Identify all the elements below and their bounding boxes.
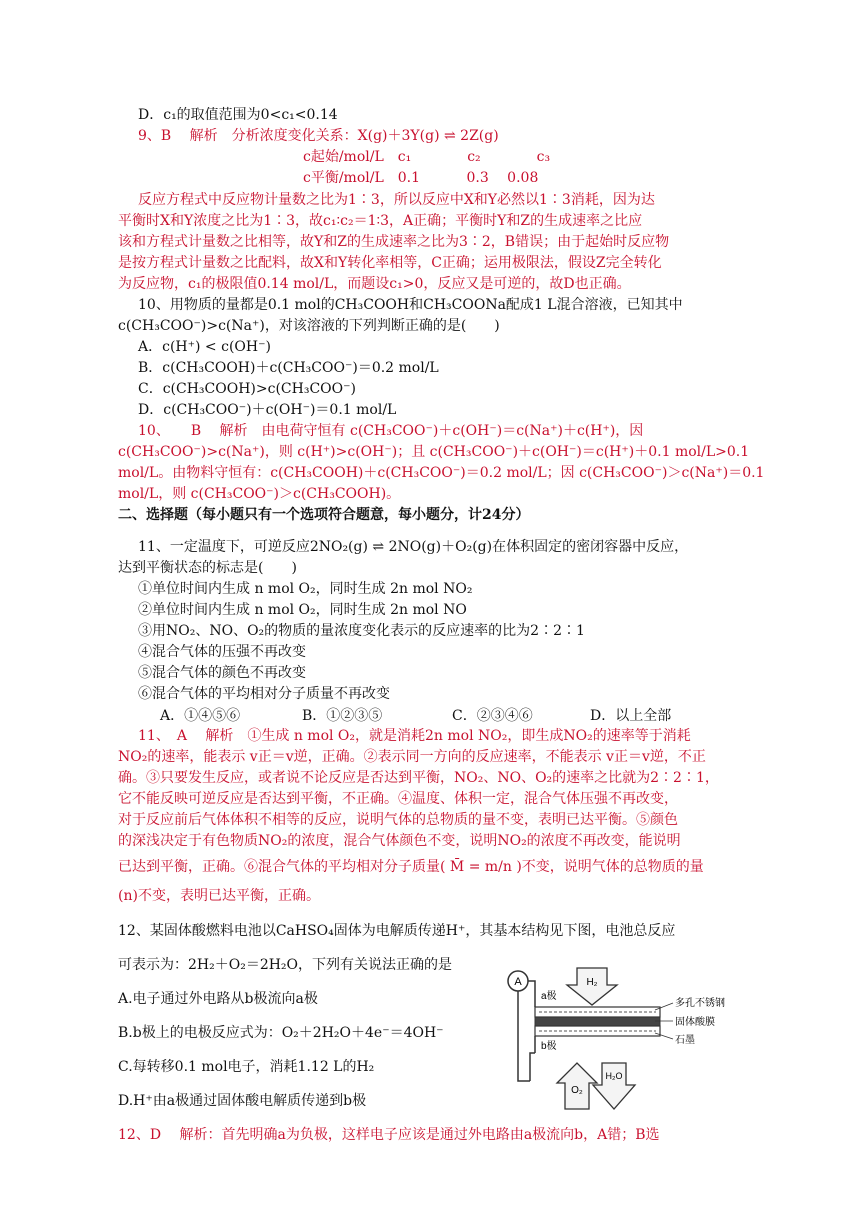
text-line: 平衡时X和Y浓度之比为1∶3，故c₁∶c₂＝1∶3，A正确；平衡时Y和Z的生成速率之比应 — [118, 213, 643, 229]
text-line: D.H⁺由a极通过固体酸电解质传递到b极 — [118, 1093, 367, 1109]
label-porous-steel: 多孔不锈钢 — [675, 998, 725, 1009]
q11-option-c: C．②③④⑥ — [452, 708, 533, 724]
text-line: A．c(H⁺) < c(OH⁻) — [138, 339, 271, 355]
text-line: 是按方程式计量数之比配料，故X和Y转化率相等，C正确；运用极限法，假设Z完全转化 — [118, 255, 662, 271]
text-line: c(CH₃COO⁻)>c(Na⁺)，对该溶液的下列判断正确的是( ) — [118, 318, 500, 334]
text-line: 10、 B 解析 由电荷守恒有 c(CH₃COO⁻)＋c(OH⁻)＝c(Na⁺)＋c(H⁺)，因 — [138, 423, 644, 439]
text-line: ③用NO₂、NO、O₂的物质的量浓度变化表示的反应速率的比为2∶2∶1 — [138, 623, 585, 639]
q11-option-a: A．①④⑤⑥ — [160, 708, 241, 724]
external-wire — [518, 991, 530, 1081]
text-line: mol/L。由物料守恒有：c(CH₃COOH)＋c(CH₃COO⁻)＝0.2 mol/L；因 c(CH₃COO⁻)＞c(Na⁺)＝0.1 — [118, 465, 765, 481]
h2o-label: H₂O — [605, 1071, 623, 1081]
text-line: 已达到平衡，正确。⑥混合气体的平均相对分子质量( M̄ = m/n )不变，说明气体的总物质的量 — [118, 859, 704, 875]
text-line: D．c(CH₃COO⁻)＋c(OH⁻)＝0.1 mol/L — [138, 402, 397, 418]
text-line: 反应方程式中反应物计量数之比为1∶3，所以反应中X和Y必然以1∶3消耗，因为达 — [138, 192, 655, 208]
text-line: 10、用物质的量都是0.1 mol的CH₃COOH和CH₃COONa配成1 L混合溶液，已知其中 — [138, 297, 683, 313]
text-line: mol/L，则 c(CH₃COO⁻)＞c(CH₃COOH)。 — [118, 486, 401, 502]
text-line: 它不能反映可逆反应是否达到平衡，不正确。④温度、体积一定，混合气体压强不再改变， — [118, 791, 678, 807]
text-line: c平衡/mol/L 0.1 0.3 0.08 — [303, 170, 539, 186]
text-line: 为反应物，c₁的极限值0.14 mol/L，而题设c₁>0，反应又是可逆的，故D也正确。 — [118, 276, 631, 292]
text-line: ④混合气体的压强不再改变 — [138, 644, 306, 660]
text-line: NO₂的速率，能表示 v正＝v逆，正确。②表示同一方向的反应速率，不能表示 v正＝v逆，不正 — [118, 749, 706, 765]
text-line: ⑤混合气体的颜色不再改变 — [138, 665, 306, 681]
text-line: 9、B 解析 分析浓度变化关系：X(g)＋3Y(g) ⇌ 2Z(g) — [138, 128, 499, 144]
text-line: 的深浅决定于有色物质NO₂的浓度，混合气体颜色不变，说明NO₂的浓度不再改变，能说明 — [118, 833, 681, 849]
text-line: ⑥混合气体的平均相对分子质量不再改变 — [138, 686, 390, 702]
fuel-cell-diagram — [505, 963, 730, 1112]
ammeter-label: A — [514, 976, 522, 988]
text-line: 11、一定温度下，可逆反应2NO₂(g) ⇌ 2NO(g)＋O₂(g)在体积固定的密闭容器中反应， — [138, 539, 689, 555]
h2-label: H₂ — [586, 977, 598, 988]
text-line: ②单位时间内生成 n mol O₂，同时生成 2n mol NO — [138, 602, 467, 618]
acid-membrane — [535, 1017, 660, 1026]
q11-option-d: D．以上全部 — [590, 708, 672, 724]
label-graphite: 石墨 — [675, 1035, 695, 1046]
text-line: 11、 A 解析 ①生成 n mol O₂，就是消耗2n mol NO₂，即生成NO₂的速率等于消耗 — [138, 728, 691, 744]
text-line: B．c(CH₃COOH)＋c(CH₃COO⁻)＝0.2 mol/L — [138, 360, 439, 376]
text-line: 12、某固体酸燃料电池以CaHSO₄固体为电解质传递H⁺，其基本结构见下图，电池总反应 — [118, 923, 676, 939]
text-line: D．c₁的取值范围为0<c₁<0.14 — [138, 107, 338, 123]
q11-option-b: B．①②③⑤ — [302, 708, 383, 724]
label-acid-film: 固体酸膜 — [675, 1017, 715, 1028]
text-line: 12、D 解析：首先明确a为负极，这样电子应该是通过外电路由a极流向b，A错；B选 — [118, 1127, 660, 1143]
text-line: c起始/mol/L c₁ c₂ c₃ — [303, 149, 551, 165]
text-line: 对于反应前后气体体积不相等的反应，说明气体的总物质的量不变，表明已达平衡。⑤颜色 — [118, 812, 678, 828]
o2-label: O₂ — [571, 1085, 583, 1096]
text-line: 二、选择题（每小题只有一个选项符合题意，每小题分，计24分） — [118, 507, 530, 523]
text-line: 可表示为：2H₂＋O₂＝2H₂O，下列有关说法正确的是 — [118, 957, 453, 973]
text-line: 该和方程式计量数之比相等，故Y和Z的生成速率之比为3∶2，B错误；由于起始时反应物 — [118, 234, 670, 250]
text-line: C．c(CH₃COOH)>c(CH₃COO⁻) — [138, 381, 356, 397]
text-line: C.每转移0.1 mol电子，消耗1.12 L的H₂ — [118, 1059, 375, 1075]
text-line: (n)不变，表明已达平衡，正确。 — [118, 888, 320, 904]
text-line: B.b极上的电极反应式为：O₂＋2H₂O＋4e⁻＝4OH⁻ — [118, 1025, 444, 1041]
wire-to-a — [528, 981, 535, 1007]
text-line: c(CH₃COO⁻)>c(Na⁺)，则 c(H⁺)>c(OH⁻)；且 c(CH₃COO⁻)＋c(OH⁻)＝c(H⁺)＋0.1 mol/L>0.1 — [118, 444, 750, 460]
a-pole-label: a极 — [541, 991, 557, 1002]
text-line: ①单位时间内生成 n mol O₂，同时生成 2n mol NO₂ — [138, 581, 473, 597]
text-line: 达到平衡状态的标志是( ) — [118, 560, 297, 576]
text-line: A.电子通过外电路从b极流向a极 — [118, 991, 318, 1007]
b-pole-label: b极 — [541, 1041, 557, 1052]
text-line: 确。③只要发生反应，或者说不论反应是否达到平衡，NO₂、NO、O₂的速率之比就为2∶2∶1， — [118, 770, 719, 786]
h2o-arrow — [593, 1063, 635, 1109]
